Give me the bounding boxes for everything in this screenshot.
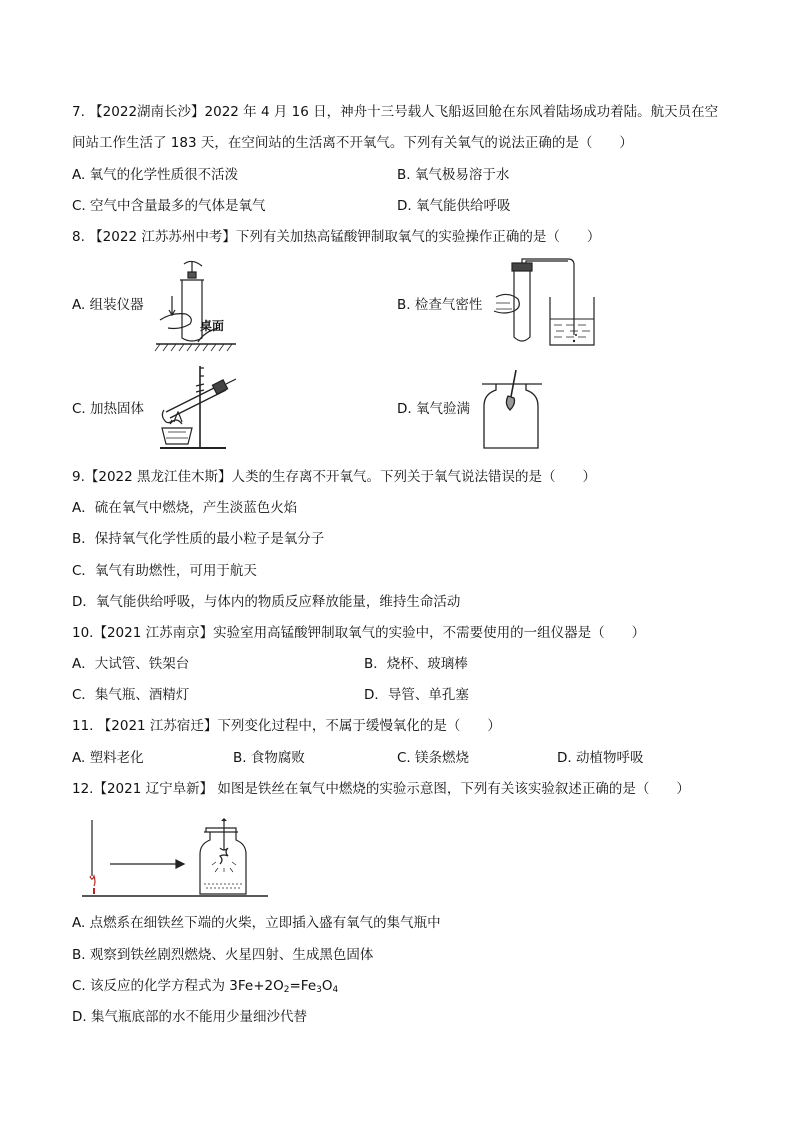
- q11-option-a: A. 塑料老化: [72, 750, 144, 766]
- q7-option-d: D. 氧气能供给呼吸: [397, 198, 511, 214]
- q12-option-c-sub1: 2: [283, 985, 290, 995]
- q12-option-c-mid: =Fe: [289, 978, 317, 994]
- q8-option-d: D. 氧气验满: [397, 401, 470, 417]
- q12-option-c-mid2: O: [321, 978, 333, 994]
- q8-option-c: C. 加热固体: [72, 401, 145, 417]
- q8-option-a: A. 组装仪器: [72, 297, 144, 313]
- q7-option-c: C. 空气中含量最多的气体是氧气: [72, 198, 266, 214]
- q7-stem-line1: 7. 【2022湖南长沙】2022 年 4 月 16 日，神舟十三号载人飞船返回舱在东风着陆场成功着陆。航天员在空: [72, 104, 719, 120]
- q12-option-c-sub2: 3: [316, 985, 322, 995]
- q9-option-a: A．硫在氧气中燃烧，产生淡蓝色火焰: [72, 500, 298, 516]
- q12-option-c-sub3: 4: [332, 985, 339, 995]
- q7-stem-line2: 间站工作生活了 183 天，在空间站的生活离不开氧气。下列有关氧气的说法正确的是（ ）: [72, 135, 633, 151]
- q12-stem: 12.【2021 辽宁阜新】 如图是铁丝在氧气中燃烧的实验示意图，下列有关该实验叙述正确的是（ ）: [72, 781, 690, 797]
- q10-option-d: D．导管、单孔塞: [364, 687, 469, 703]
- figure-heat-solid: [152, 362, 238, 452]
- figure-check-airtightness: [492, 257, 596, 349]
- q9-option-c: C．氧气有助燃性，可用于航天: [72, 563, 257, 579]
- q12-option-a: A. 点燃系在细铁丝下端的火柴，立即插入盛有氧气的集气瓶中: [72, 915, 441, 931]
- q11-stem: 11. 【2021 江苏宿迁】下列变化过程中，不属于缓慢氧化的是（ ）: [72, 718, 501, 734]
- q11-option-c: C. 镁条燃烧: [397, 750, 470, 766]
- figure-oxygen-full-test: [478, 370, 546, 452]
- q10-option-b: B．烧杯、玻璃棒: [364, 656, 468, 672]
- q12-option-c-prefix: C. 该反应的化学方程式为 3Fe+2O: [72, 978, 284, 994]
- q7-option-b: B. 氧气极易溶于水: [397, 167, 510, 183]
- q10-stem: 10.【2021 江苏南京】实验室用高锰酸钾制取氧气的实验中，不需要使用的一组仪器是（ ）: [72, 625, 646, 641]
- q8-stem: 8. 【2022 江苏苏州中考】下列有关加热高锰酸钾制取氧气的实验操作正确的是（ ）: [72, 229, 601, 245]
- q9-option-d: D．氧气能供给呼吸，与体内的物质反应释放能量，维持生命活动: [72, 594, 461, 610]
- q9-option-b: B．保持氧气化学性质的最小粒子是氧分子: [72, 531, 325, 547]
- figure-assemble-apparatus: [152, 256, 240, 352]
- q12-option-b: B. 观察到铁丝剧烈燃烧、火星四射、生成黑色固体: [72, 947, 374, 963]
- q12-option-d: D. 集气瓶底部的水不能用少量细沙代替: [72, 1009, 307, 1025]
- q7-option-a: A. 氧气的化学性质很不活泼: [72, 167, 239, 183]
- q11-option-b: B. 食物腐败: [233, 750, 305, 766]
- figure-iron-wire-burning: [80, 818, 268, 898]
- q11-option-d: D. 动植物呼吸: [557, 750, 644, 766]
- q12-option-c: [72, 977, 338, 999]
- desk-label: 桌面: [200, 319, 225, 333]
- q10-option-a: A．大试管、铁架台: [72, 656, 190, 672]
- q10-option-c: C．集气瓶、酒精灯: [72, 687, 190, 703]
- q9-stem: 9.【2022 黑龙江佳木斯】人类的生存离不开氧气。下列关于氧气说法错误的是（ ）: [72, 469, 597, 485]
- q8-option-b: B. 检查气密性: [397, 297, 483, 313]
